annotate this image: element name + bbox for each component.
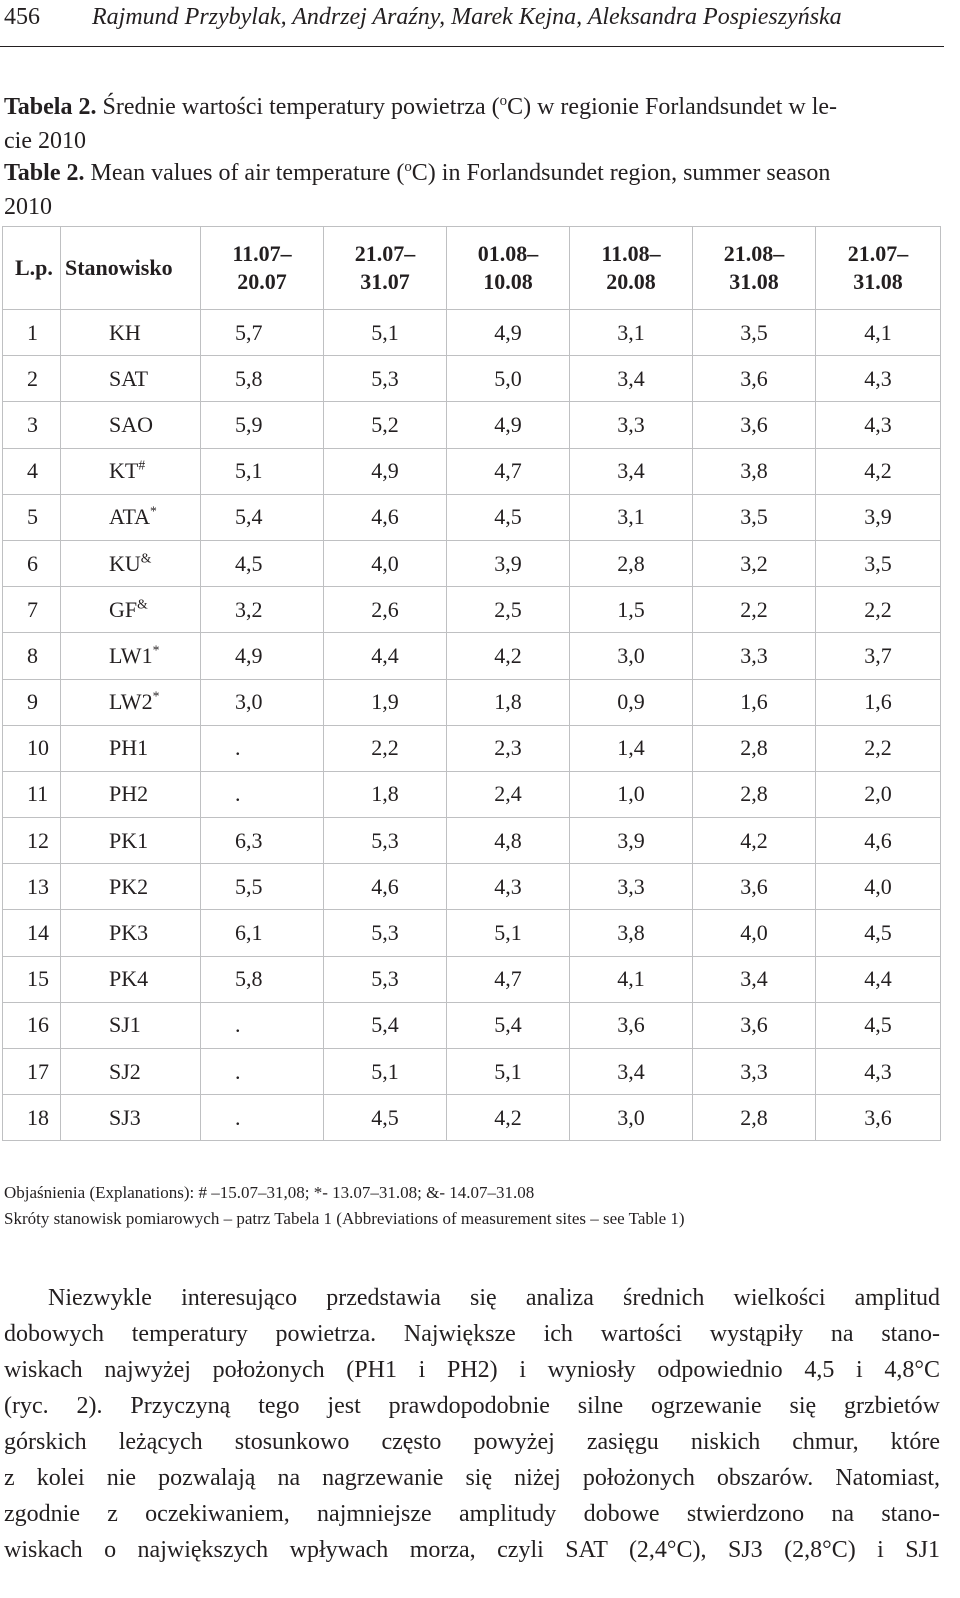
- site-period-mark: *: [150, 504, 157, 520]
- cell-temperature: 5,1: [447, 1049, 570, 1095]
- period-to: 10.08: [483, 269, 533, 294]
- cell-temperature: 3,9: [570, 818, 693, 864]
- cell-temperature: 4,8: [447, 818, 570, 864]
- body-line: zgodnie z oczekiwaniem, najmniejsze amplitudy dobowe stwierdzono na stano-: [4, 1501, 940, 1527]
- table-row: [3, 864, 941, 910]
- cell-temperature: 4,2: [693, 818, 816, 864]
- period-to: 31.07: [360, 269, 410, 294]
- cell-temperature: 4,2: [447, 1095, 570, 1141]
- cell-lp: 18: [3, 1095, 61, 1141]
- cell-temperature: 2,0: [816, 771, 941, 817]
- cell-temperature: 1,0: [570, 771, 693, 817]
- cell-site: [61, 1002, 201, 1048]
- cell-lp: 4: [3, 448, 61, 494]
- cell-site: [61, 818, 201, 864]
- cell-temperature: 4,4: [324, 633, 447, 679]
- cell-temperature: 3,6: [693, 356, 816, 402]
- table-note-explanations: Objaśnienia (Explanations): # –15.07–31,08; *- 13.07–31.08; &- 14.07–31.08: [4, 1183, 535, 1202]
- table-row: [3, 587, 941, 633]
- cell-temperature: 3,6: [816, 1095, 941, 1141]
- table-row: [3, 679, 941, 725]
- cell-lp: 13: [3, 864, 61, 910]
- cell-temperature: 3,6: [693, 402, 816, 448]
- table-row: [3, 633, 941, 679]
- cell-lp: 3: [3, 402, 61, 448]
- caption-text-english-part1: Mean values of air temperature (: [84, 160, 405, 186]
- body-line: dobowych temperatury powietrza. Największe ich wartości wystąpiły na stano-: [4, 1321, 940, 1347]
- cell-temperature: 4,5: [816, 910, 941, 956]
- period-from: 01.08–: [477, 241, 539, 266]
- column-header-site: Stanowisko: [61, 227, 201, 310]
- cell-temperature: 3,4: [570, 356, 693, 402]
- column-header-period: [570, 227, 693, 310]
- cell-temperature: 5,3: [324, 910, 447, 956]
- site-period-mark: &: [137, 596, 148, 612]
- cell-site: [61, 910, 201, 956]
- cell-temperature: 4,1: [816, 310, 941, 356]
- caption-label-polish: Tabela 2.: [4, 94, 97, 120]
- cell-lp: 16: [3, 1002, 61, 1048]
- site-code: PK2: [109, 873, 149, 899]
- cell-lp: 1: [3, 310, 61, 356]
- cell-lp: 11: [3, 771, 61, 817]
- cell-lp: 8: [3, 633, 61, 679]
- site-code: KT: [109, 458, 139, 484]
- period-from: 21.07–: [354, 241, 416, 266]
- temperature-table: [2, 226, 941, 1141]
- cell-site: [61, 587, 201, 633]
- cell-temperature: 5,4: [447, 1002, 570, 1048]
- cell-temperature: 3,8: [570, 910, 693, 956]
- cell-temperature: 4,9: [447, 402, 570, 448]
- cell-site: [61, 402, 201, 448]
- cell-temperature: 2,2: [816, 587, 941, 633]
- table-row: [3, 1049, 941, 1095]
- cell-temperature: 2,2: [324, 725, 447, 771]
- cell-temperature: .: [201, 1002, 324, 1048]
- cell-temperature: 2,8: [693, 725, 816, 771]
- body-paragraph: [4, 1280, 940, 1568]
- table-row: [3, 910, 941, 956]
- caption-text-polish-part1: Średnie wartości temperatury powietrza (: [96, 94, 500, 120]
- cell-temperature: 1,8: [447, 679, 570, 725]
- cell-temperature: 5,7: [201, 310, 324, 356]
- cell-site: [61, 956, 201, 1002]
- site-code: LW2: [109, 689, 153, 715]
- cell-temperature: 1,6: [693, 679, 816, 725]
- cell-temperature: 3,4: [570, 448, 693, 494]
- caption-text-polish-part2: C) w regionie Forlandsundet w le-: [507, 94, 838, 120]
- caption-text-english-line2: 2010: [4, 194, 52, 220]
- cell-lp: 17: [3, 1049, 61, 1095]
- cell-temperature: 4,9: [447, 310, 570, 356]
- column-header-period: [816, 227, 941, 310]
- cell-temperature: 3,4: [570, 1049, 693, 1095]
- cell-temperature: 1,9: [324, 679, 447, 725]
- site-code: PH2: [109, 781, 149, 807]
- site-code: ATA: [109, 504, 151, 530]
- cell-temperature: 3,3: [693, 633, 816, 679]
- table-row: [3, 402, 941, 448]
- cell-temperature: 2,3: [447, 725, 570, 771]
- cell-temperature: 1,5: [570, 587, 693, 633]
- table-row: [3, 956, 941, 1002]
- cell-temperature: 4,5: [201, 540, 324, 586]
- cell-temperature: 3,2: [201, 587, 324, 633]
- cell-temperature: 3,5: [693, 494, 816, 540]
- body-line: Niezwykle interesująco przedstawia się analiza średnich wielkości amplitud: [48, 1285, 940, 1311]
- cell-lp: 2: [3, 356, 61, 402]
- cell-site: [61, 356, 201, 402]
- cell-site: [61, 1049, 201, 1095]
- cell-site: [61, 771, 201, 817]
- cell-temperature: 3,1: [570, 494, 693, 540]
- cell-temperature: 1,8: [324, 771, 447, 817]
- cell-temperature: .: [201, 771, 324, 817]
- cell-temperature: 3,1: [570, 310, 693, 356]
- running-head: [0, 0, 944, 47]
- table-row: [3, 818, 941, 864]
- cell-temperature: .: [201, 1049, 324, 1095]
- cell-temperature: 4,5: [447, 494, 570, 540]
- cell-temperature: 5,4: [324, 1002, 447, 1048]
- table-caption-polish: [4, 90, 940, 158]
- cell-temperature: 4,7: [447, 956, 570, 1002]
- cell-temperature: 3,7: [816, 633, 941, 679]
- column-header-period: [201, 227, 324, 310]
- cell-temperature: 4,5: [324, 1095, 447, 1141]
- cell-temperature: .: [201, 1095, 324, 1141]
- cell-temperature: 4,9: [201, 633, 324, 679]
- cell-site: [61, 494, 201, 540]
- table-row: [3, 494, 941, 540]
- cell-temperature: 6,3: [201, 818, 324, 864]
- cell-site: [61, 310, 201, 356]
- cell-temperature: 1,4: [570, 725, 693, 771]
- site-code: SJ2: [109, 1058, 141, 1084]
- cell-temperature: 5,3: [324, 356, 447, 402]
- cell-temperature: 4,7: [447, 448, 570, 494]
- site-code: LW1: [109, 642, 153, 668]
- cell-temperature: 4,1: [570, 956, 693, 1002]
- cell-temperature: 3,6: [693, 1002, 816, 1048]
- table-row: [3, 540, 941, 586]
- site-period-mark: #: [138, 457, 146, 473]
- cell-temperature: 4,0: [324, 540, 447, 586]
- cell-temperature: 5,5: [201, 864, 324, 910]
- cell-temperature: 3,9: [447, 540, 570, 586]
- site-period-mark: &: [140, 550, 152, 566]
- cell-temperature: 4,0: [816, 864, 941, 910]
- cell-temperature: 3,2: [693, 540, 816, 586]
- cell-temperature: 2,8: [693, 1095, 816, 1141]
- table-note-abbreviations: Skróty stanowisk pomiarowych – patrz Tabela 1 (Abbreviations of measurement sites – see Table 1): [4, 1209, 685, 1228]
- cell-temperature: 2,8: [570, 540, 693, 586]
- column-header-period: [693, 227, 816, 310]
- cell-temperature: 5,0: [447, 356, 570, 402]
- period-to: 31.08: [729, 269, 779, 294]
- cell-temperature: 4,3: [816, 402, 941, 448]
- site-code: PH1: [109, 735, 149, 761]
- cell-site: [61, 448, 201, 494]
- table-row: [3, 1002, 941, 1048]
- cell-temperature: 5,1: [201, 448, 324, 494]
- site-code: PK3: [109, 920, 149, 946]
- period-to: 31.08: [853, 269, 903, 294]
- cell-lp: 6: [3, 540, 61, 586]
- cell-temperature: 4,5: [816, 1002, 941, 1048]
- site-period-mark: *: [152, 688, 160, 704]
- cell-temperature: 4,3: [447, 864, 570, 910]
- column-header-lp: L.p.: [3, 227, 61, 310]
- cell-temperature: 4,4: [816, 956, 941, 1002]
- cell-temperature: 2,2: [816, 725, 941, 771]
- running-head-authors: Rajmund Przybylak, Andrzej Araźny, Marek Kejna, Aleksandra Pospieszyńska: [92, 4, 842, 30]
- period-to: 20.07: [237, 269, 287, 294]
- period-from: 21.08–: [723, 241, 785, 266]
- period-to: 20.08: [606, 269, 656, 294]
- cell-temperature: 3,9: [816, 494, 941, 540]
- cell-temperature: 3,4: [693, 956, 816, 1002]
- cell-temperature: 4,9: [324, 448, 447, 494]
- table-row: [3, 771, 941, 817]
- site-code: PK1: [109, 827, 149, 853]
- cell-lp: 14: [3, 910, 61, 956]
- body-line: górskich leżących stosunkowo często powyżej zasięgu niskich chmur, które: [4, 1429, 940, 1455]
- cell-lp: 7: [3, 587, 61, 633]
- site-code: KU: [109, 550, 141, 576]
- cell-temperature: 4,3: [816, 356, 941, 402]
- body-line: wiskach o największych wpływach morza, czyli SAT (2,4°C), SJ3 (2,8°C) i SJ1: [4, 1537, 940, 1563]
- cell-temperature: 5,1: [447, 910, 570, 956]
- cell-temperature: 4,0: [693, 910, 816, 956]
- cell-temperature: .: [201, 725, 324, 771]
- cell-temperature: 2,2: [693, 587, 816, 633]
- cell-lp: 5: [3, 494, 61, 540]
- cell-temperature: 2,8: [693, 771, 816, 817]
- cell-temperature: 2,4: [447, 771, 570, 817]
- table-row: [3, 356, 941, 402]
- site-code: SJ1: [109, 1012, 141, 1038]
- table-row: [3, 310, 941, 356]
- cell-temperature: 2,6: [324, 587, 447, 633]
- cell-temperature: 3,0: [570, 633, 693, 679]
- cell-temperature: 4,2: [816, 448, 941, 494]
- table-row: [3, 1095, 941, 1141]
- cell-temperature: 3,6: [570, 1002, 693, 1048]
- caption-text-polish-line2: cie 2010: [4, 128, 86, 154]
- cell-temperature: 3,8: [693, 448, 816, 494]
- cell-site: [61, 725, 201, 771]
- cell-temperature: 5,2: [324, 402, 447, 448]
- cell-site: [61, 679, 201, 725]
- cell-temperature: 3,5: [816, 540, 941, 586]
- cell-temperature: 5,1: [324, 310, 447, 356]
- site-code: GF: [109, 596, 138, 622]
- cell-lp: 10: [3, 725, 61, 771]
- cell-site: [61, 1095, 201, 1141]
- body-line: (ryc. 2). Przyczyną tego jest prawdopodobnie silne ogrzewanie się grzbietów: [4, 1393, 940, 1419]
- site-code: SAO: [109, 411, 154, 437]
- cell-temperature: 5,8: [201, 356, 324, 402]
- cell-lp: 15: [3, 956, 61, 1002]
- cell-temperature: 5,8: [201, 956, 324, 1002]
- column-header-period: [447, 227, 570, 310]
- cell-temperature: 5,3: [324, 956, 447, 1002]
- table-caption-english: [4, 156, 940, 224]
- cell-temperature: 3,3: [570, 864, 693, 910]
- cell-temperature: 3,3: [570, 402, 693, 448]
- cell-temperature: 0,9: [570, 679, 693, 725]
- site-code: SJ3: [109, 1104, 141, 1130]
- page-number: 456: [4, 4, 40, 30]
- cell-lp: 9: [3, 679, 61, 725]
- cell-site: [61, 540, 201, 586]
- cell-temperature: 4,6: [324, 864, 447, 910]
- degree-superscript: o: [404, 159, 412, 175]
- caption-text-english-part2: C) in Forlandsundet region, summer season: [411, 160, 831, 186]
- cell-temperature: 4,2: [447, 633, 570, 679]
- site-code: KH: [109, 319, 141, 345]
- period-from: 11.08–: [601, 241, 661, 266]
- cell-temperature: 1,6: [816, 679, 941, 725]
- cell-temperature: 5,1: [324, 1049, 447, 1095]
- cell-temperature: 3,0: [570, 1095, 693, 1141]
- cell-temperature: 4,6: [324, 494, 447, 540]
- table-row: [3, 448, 941, 494]
- cell-site: [61, 864, 201, 910]
- body-line: wiskach najwyżej położonych (PH1 i PH2) i wyniosły odpowiednio 4,5 i 4,8°C: [4, 1357, 940, 1383]
- table-body: [3, 310, 941, 1141]
- cell-temperature: 3,3: [693, 1049, 816, 1095]
- site-code: SAT: [109, 365, 149, 391]
- site-code: PK4: [109, 966, 149, 992]
- body-line: z kolei nie pozwalają na nagrzewanie się niżej położonych obszarów. Natomiast,: [4, 1465, 940, 1491]
- cell-temperature: 2,5: [447, 587, 570, 633]
- cell-temperature: 5,4: [201, 494, 324, 540]
- table-row: [3, 725, 941, 771]
- degree-superscript: o: [499, 93, 508, 109]
- cell-temperature: 6,1: [201, 910, 324, 956]
- cell-lp: 12: [3, 818, 61, 864]
- period-from: 21.07–: [847, 241, 909, 266]
- table-header-row: [3, 227, 941, 310]
- cell-temperature: 4,6: [816, 818, 941, 864]
- cell-temperature: 3,5: [693, 310, 816, 356]
- cell-temperature: 5,3: [324, 818, 447, 864]
- cell-temperature: 5,9: [201, 402, 324, 448]
- caption-label-english: Table 2.: [4, 160, 85, 186]
- cell-temperature: 4,3: [816, 1049, 941, 1095]
- column-header-period: [324, 227, 447, 310]
- cell-temperature: 3,0: [201, 679, 324, 725]
- site-period-mark: *: [152, 642, 160, 658]
- cell-temperature: 3,6: [693, 864, 816, 910]
- period-from: 11.07–: [232, 241, 292, 266]
- cell-site: [61, 633, 201, 679]
